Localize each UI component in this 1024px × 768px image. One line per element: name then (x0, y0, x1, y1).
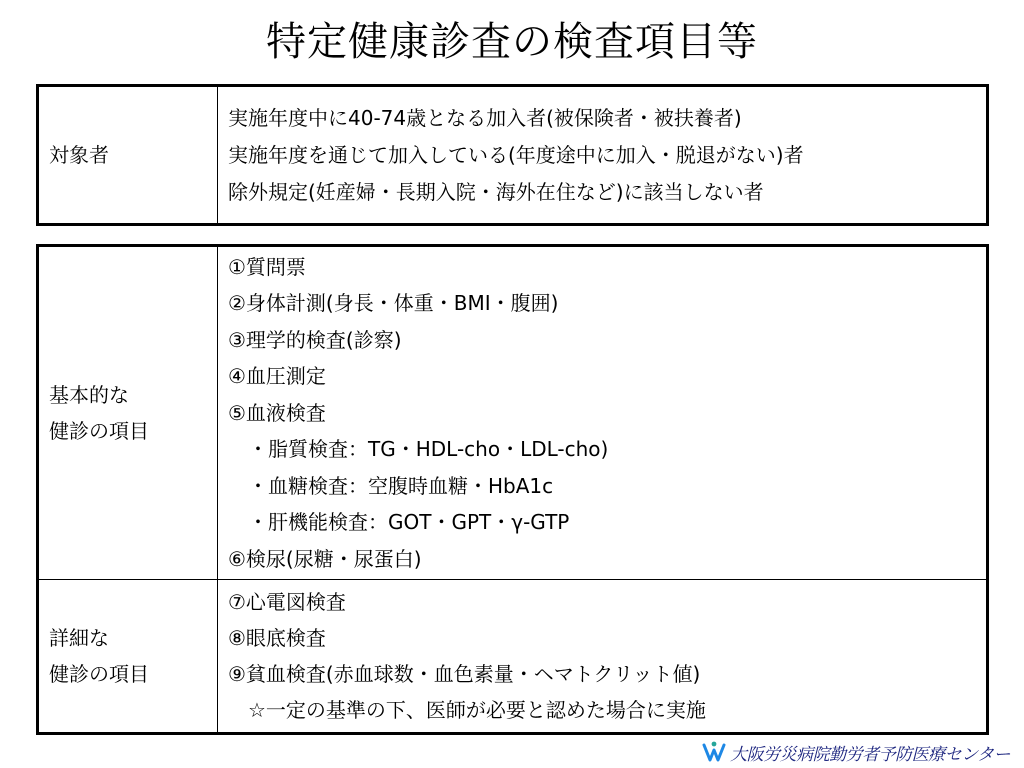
table-row (38, 246, 988, 580)
detail-item: ⑦心電図検査 (228, 590, 346, 614)
table-row (38, 580, 988, 734)
basic-item: ②身体計測(身長・体重・BMI・腹囲) (228, 291, 559, 316)
detail-item: ⑧眼底検査 (228, 626, 326, 650)
basic-label-cell (38, 246, 218, 580)
target-line: 実施年度を通じて加入している(年度途中に加入・脱退がない)者 (228, 142, 804, 167)
target-table (36, 84, 989, 226)
detail-note: ☆一定の基準の下、医師が必要と認めた場合に実施 (228, 698, 706, 722)
organization-logo-icon (702, 740, 726, 764)
basic-item: ①質問票 (228, 254, 306, 279)
detail-content-cell (218, 580, 988, 734)
footer (702, 738, 1010, 766)
basic-item: ④血圧測定 (228, 364, 326, 389)
basic-content-cell (218, 246, 988, 580)
page-title: 特定健康診査の検査項目等 (266, 19, 758, 65)
detail-label-line: 健診の項目 (49, 662, 149, 686)
basic-item: ⑥検尿(尿糖・尿蛋白) (228, 546, 422, 571)
basic-item: ⑤血液検査 (228, 400, 326, 425)
target-label-cell (38, 86, 218, 225)
basic-subitem: ・血糖検査：空腹時血糖・HbA1c (228, 473, 554, 498)
table-row (38, 86, 988, 225)
detail-label-cell (38, 580, 218, 734)
detail-label-line: 詳細な (49, 626, 109, 650)
exam-items-table (36, 244, 989, 735)
target-line: 除外規定(妊産婦・長期入院・海外在住など)に該当しない者 (228, 179, 764, 204)
basic-subitem: ・肝機能検査：GOT・GPT・γ-GTP (228, 510, 570, 535)
target-content-cell (218, 86, 988, 225)
organization-name: 大阪労災病院勤労者予防医療センター (730, 744, 1010, 765)
target-line: 実施年度中に40-74歳となる加入者(被保険者・被扶養者) (228, 105, 742, 130)
target-label: 対象者 (49, 142, 109, 167)
basic-label-line: 健診の項目 (49, 419, 149, 443)
basic-item: ③理学的検査(診察) (228, 327, 402, 352)
detail-item: ⑨貧血検査(赤血球数・血色素量・ヘマトクリット値) (228, 662, 701, 686)
basic-subitem: ・脂質検査：TG・HDL-cho・LDL-cho) (228, 437, 609, 462)
basic-label-line: 基本的な (49, 382, 129, 407)
